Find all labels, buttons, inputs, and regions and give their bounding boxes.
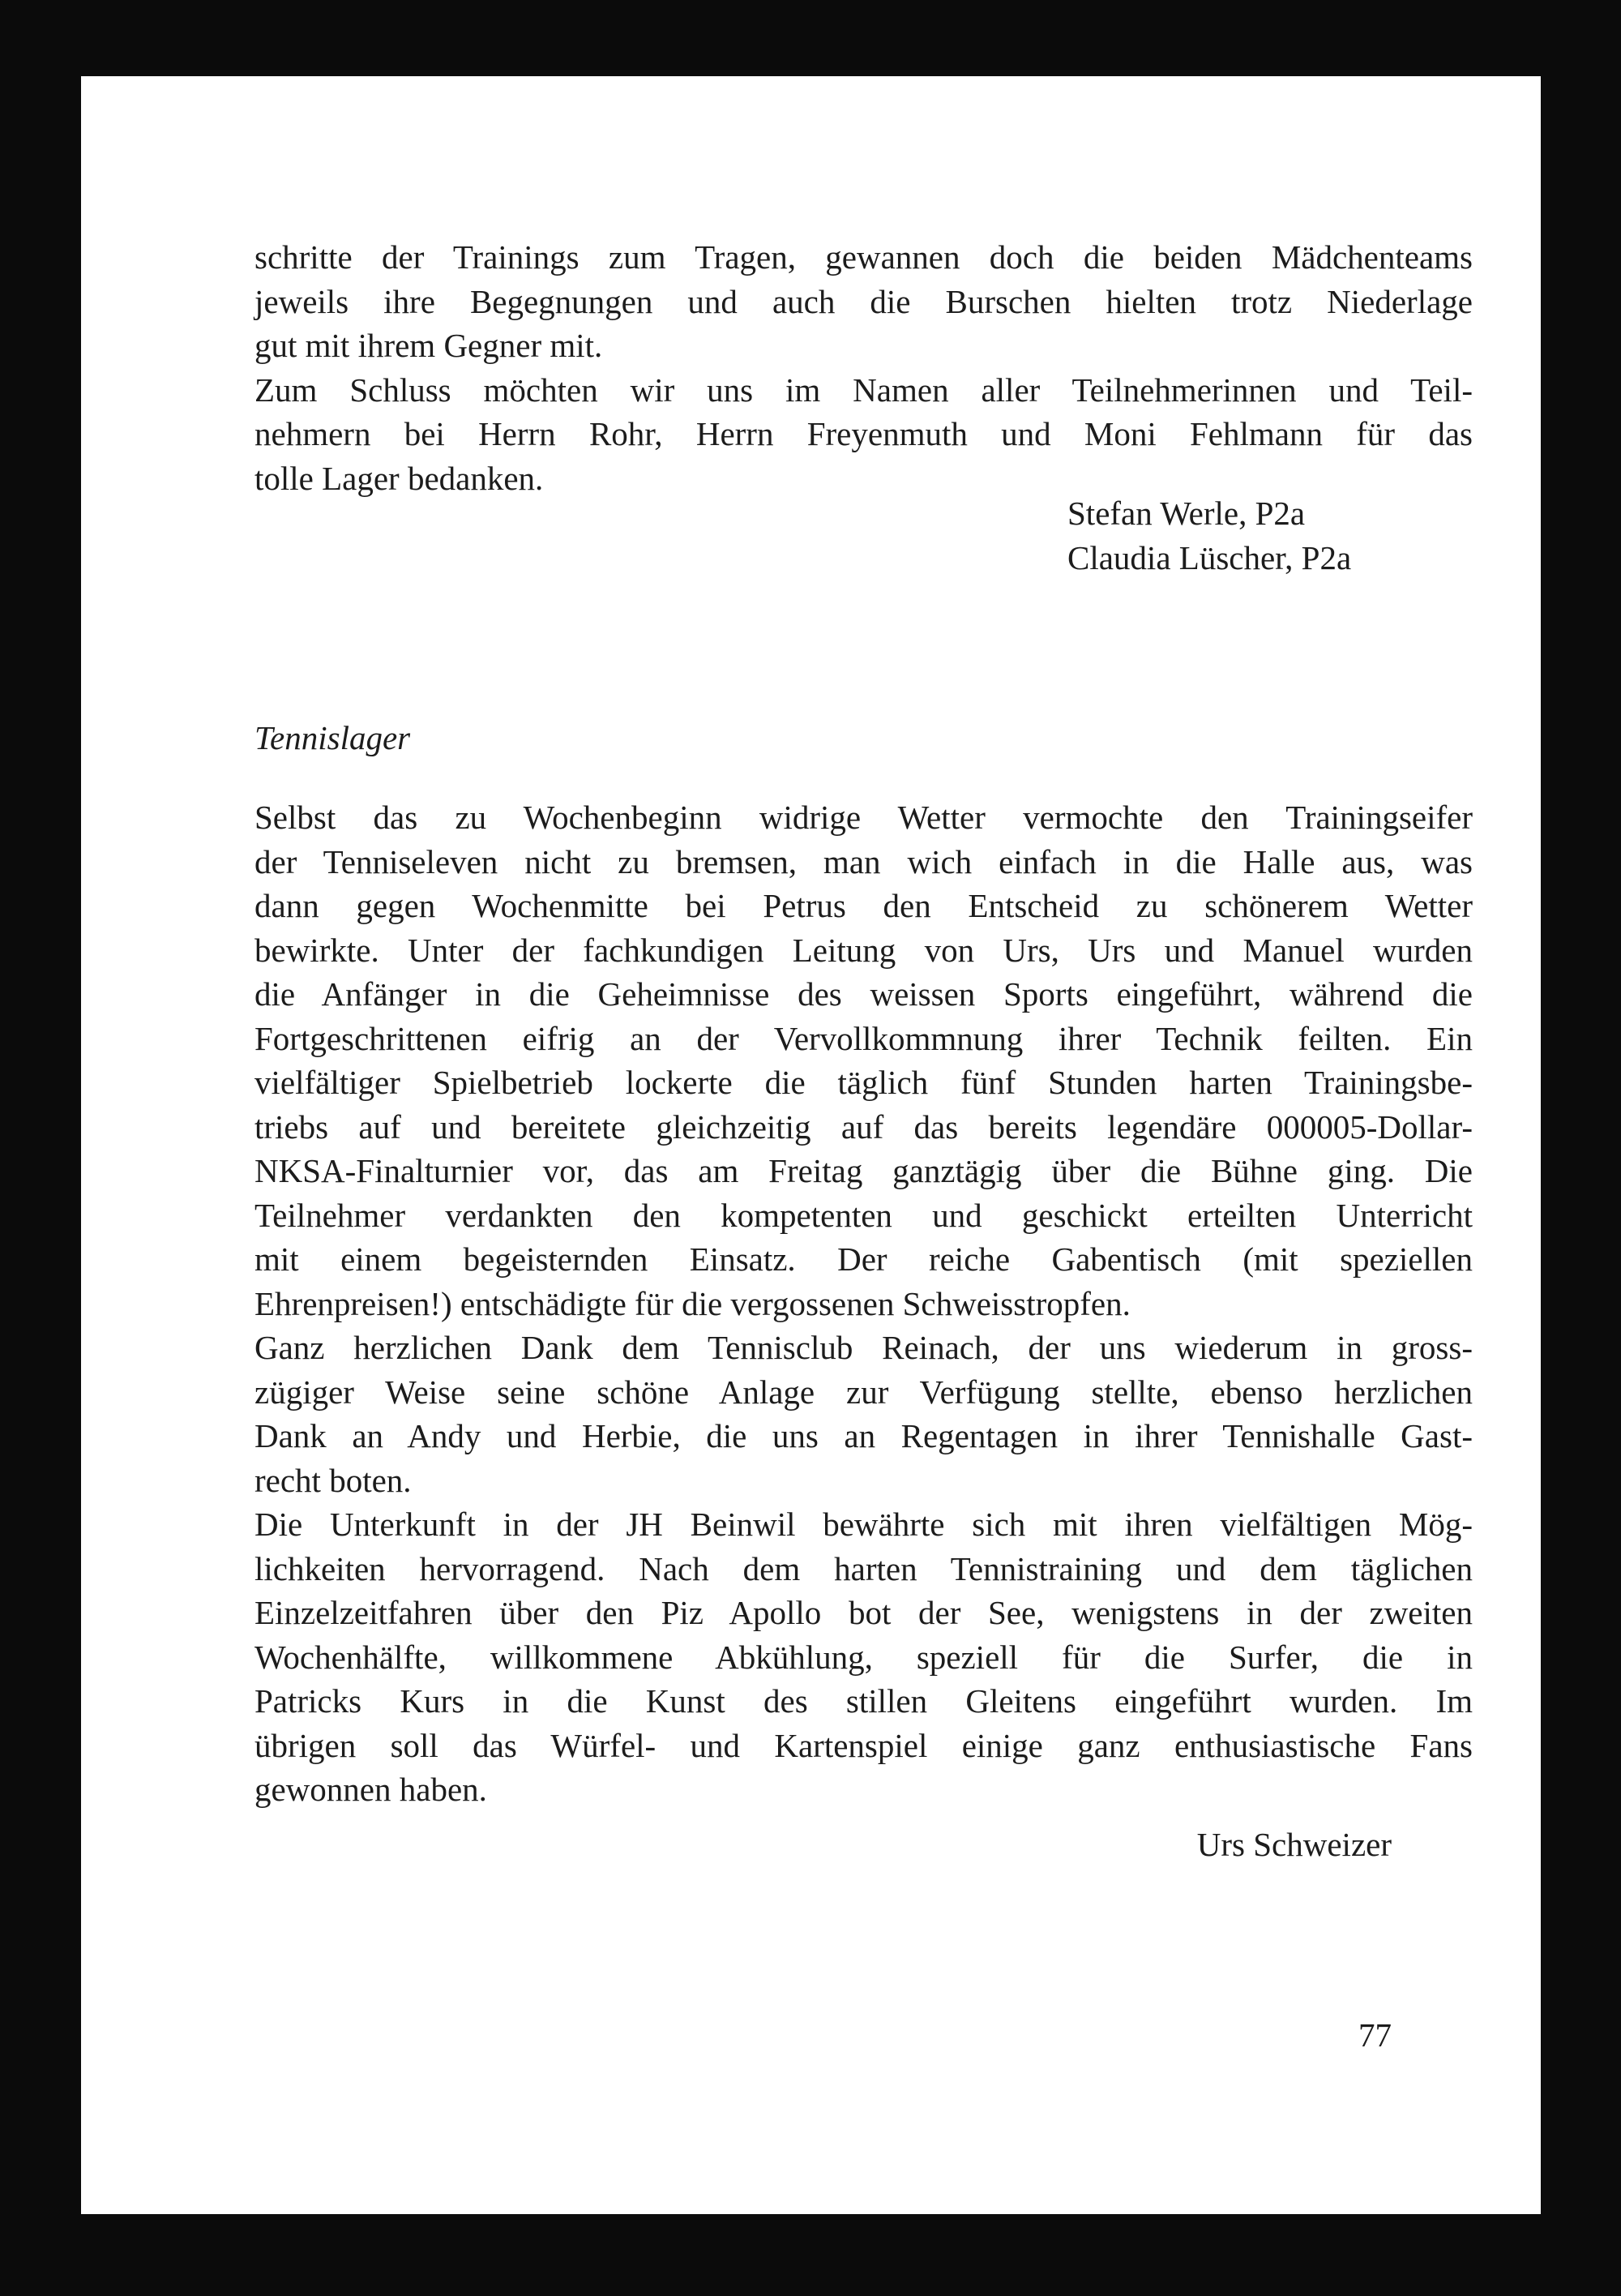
text-line: Fortgeschrittenen eifrig an der Vervollkommnung ihrer Technik feilten. Ein [254, 1019, 1473, 1057]
text-line: Einzelzeitfahren über den Piz Apollo bot der See, wenigstens in der zweiten [254, 1594, 1473, 1631]
author-name: Stefan Werle, P2a [1067, 495, 1306, 532]
text-line: bewirkte. Unter der fachkundigen Leitung von Urs, Urs und Manuel wurden [254, 931, 1473, 969]
text-line: jeweils ihre Begegnungen und auch die Burschen hielten trotz Niederlage [254, 282, 1473, 320]
text-line: dann gegen Wochenmitte bei Petrus den Entscheid zu schönerem Wetter [254, 887, 1473, 924]
text-line: Dank an Andy und Herbie, die uns an Regentagen in ihrer Tennishalle Gast- [254, 1417, 1473, 1454]
text-line: triebs auf und bereitete gleichzeitig auf das bereits legendäre 000005-Dollar- [254, 1107, 1473, 1146]
text-line: der Tenniseleven nicht zu bremsen, man wich einfach in die Halle aus, was [254, 842, 1473, 880]
text-line: Patricks Kurs in die Kunst des stillen Gleitens eingeführt wurden. Im [254, 1682, 1473, 1720]
text-line: übrigen soll das Würfel- und Kartenspiel einige ganz enthusiastische Fans [254, 1726, 1473, 1764]
text-line: tolle Lager bedanken. [254, 459, 544, 497]
text-line: Die Unterkunft in der JH Beinwil bewährte sich mit ihren vielfältigen Mög- [254, 1506, 1473, 1543]
tennis-section-body [254, 795, 1473, 1812]
text-line: Zum Schluss möchten wir uns im Namen aller Teilnehmerinnen und Teil- [254, 371, 1473, 409]
text-line: Ehrenpreisen!) entschädigte für die vergossenen Schweisstropfen. [254, 1284, 1131, 1322]
text-line: nehmern bei Herrn Rohr, Herrn Freyenmuth und Moni Fehlmann für das [254, 415, 1473, 452]
text-line: mit einem begeisternden Einsatz. Der reiche Gabentisch (mit speziellen [254, 1240, 1473, 1278]
text-line: Wochenhälfte, willkommene Abkühlung, speziell für die Surfer, die in [254, 1638, 1473, 1676]
text-line: NKSA-Finalturnier vor, das am Freitag ganztägig über die Bühne ging. Die [254, 1152, 1473, 1189]
document-page [81, 76, 1541, 2214]
tennis-section-author: Urs Schweizer [1196, 1826, 1392, 1863]
text-line: vielfältiger Spielbetrieb lockerte die täglich fünf Stunden harten Trainingsbe- [254, 1064, 1473, 1101]
text-line: Ganz herzlichen Dank dem Tennisclub Reinach, der uns wiederum in gross- [254, 1329, 1473, 1366]
section-title: Tennislager [254, 719, 411, 756]
text-line: lichkeiten hervorragend. Nach dem harten Tennistraining und dem täglichen [254, 1549, 1473, 1587]
text-line: gut mit ihrem Gegner mit. [254, 327, 603, 364]
text-line: recht boten. [254, 1461, 412, 1499]
text-line: zügiger Weise seine schöne Anlage zur Verfügung stellte, ebenso herzlichen [254, 1373, 1473, 1411]
text-line: Teilnehmer verdankten den kompetenten und geschickt erteilten Unterricht [254, 1196, 1473, 1234]
text-line: die Anfänger in die Geheimnisse des weissen Sports eingeführt, während die [254, 975, 1473, 1013]
page-number: 77 [1358, 2016, 1392, 2054]
text-line: gewonnen haben. [254, 1771, 487, 1808]
article-end-authors [1067, 491, 1351, 580]
text-line: Selbst das zu Wochenbeginn widrige Wetter vermochte den Trainingseifer [254, 799, 1473, 836]
article-end-paragraph [254, 235, 1473, 500]
text-line: schritte der Trainings zum Tragen, gewannen doch die beiden Mädchenteams [254, 238, 1473, 276]
author-name: Claudia Lüscher, P2a [1067, 538, 1352, 576]
